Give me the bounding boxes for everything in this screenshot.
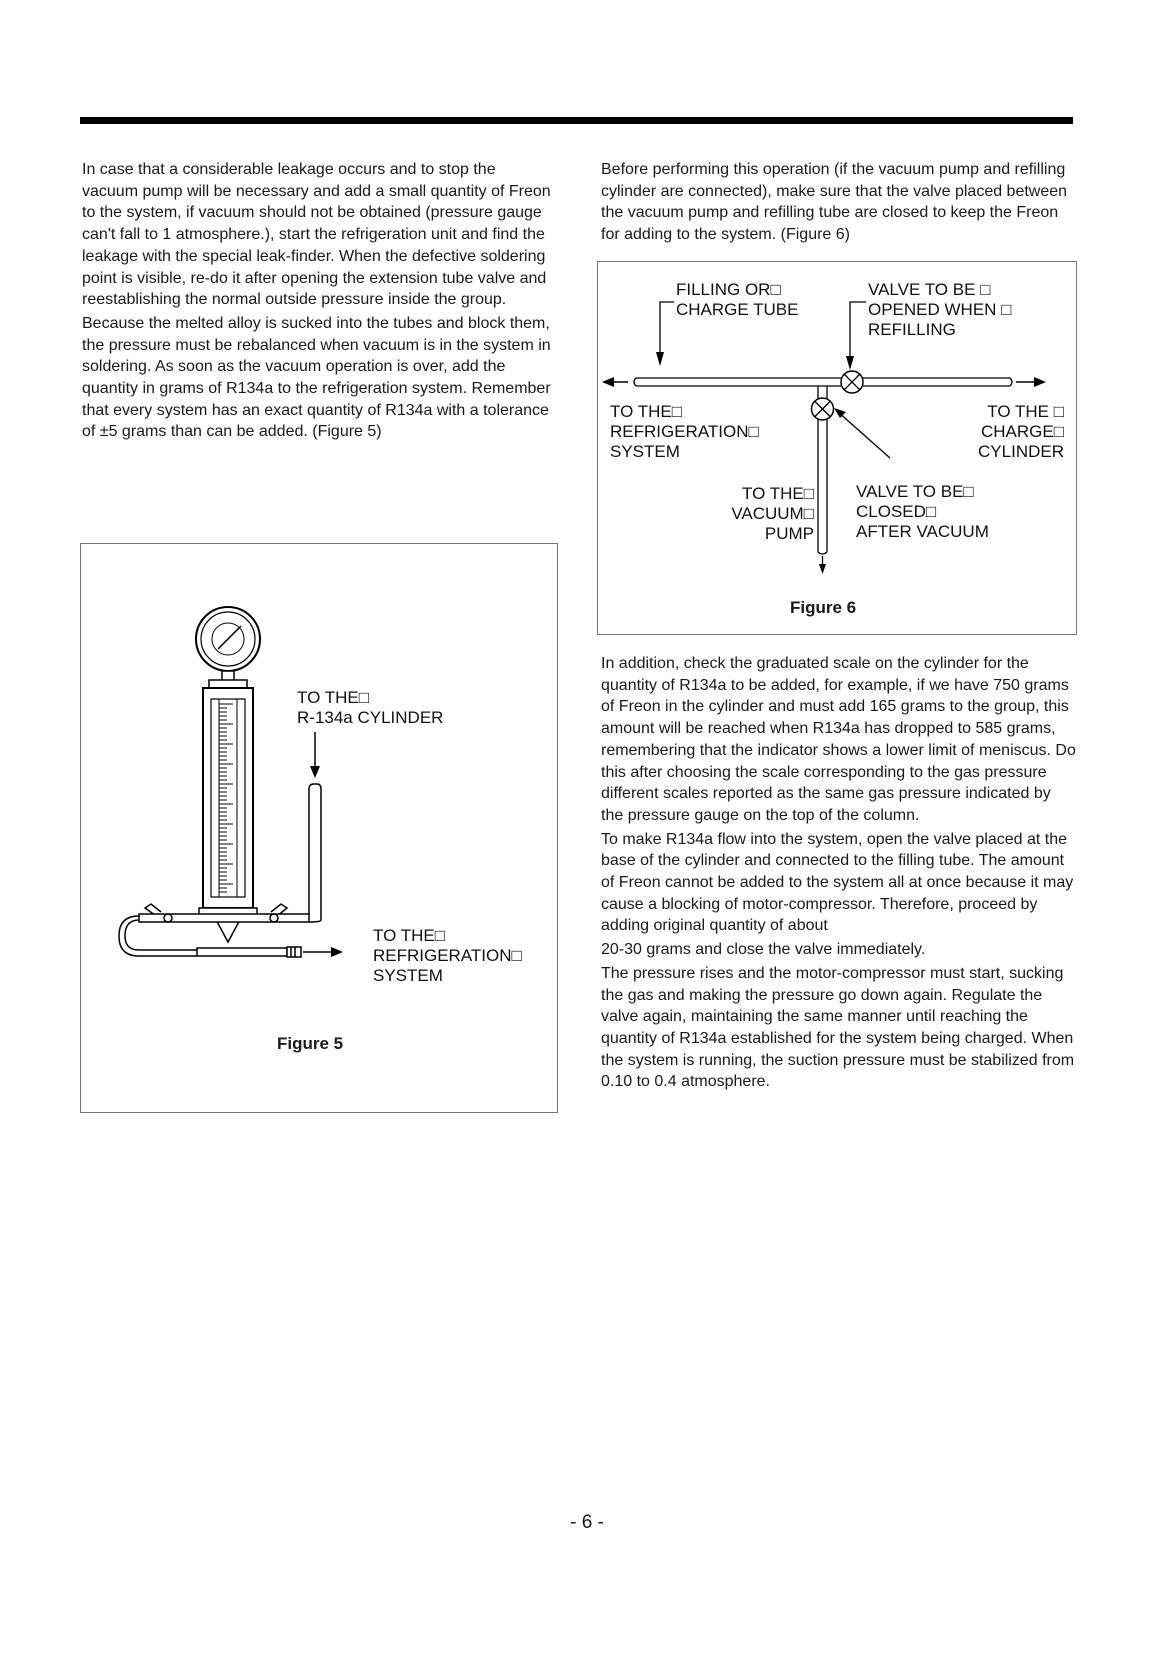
arrow-right-icon xyxy=(1016,377,1046,387)
right-paragraph-4: The pressure rises and the motor-compressor must start, sucking the gas and making the pressure go down again. Regulate the valve again, maintaining the same manner until reaching the quantity of R134a established for the system being charged. When the system is running, the suction pressure must be stabilized from 0.10 to 0.4 atmosphere. xyxy=(601,964,1075,1091)
label-valve-open-refilling: VALVE TO BE □ OPENED WHEN □ REFILLING xyxy=(868,280,1012,339)
label-to-cylinder: TO THE□ R-134a CYLINDER xyxy=(297,688,444,727)
horizontal-tube xyxy=(634,378,1012,386)
arrow-left-icon xyxy=(602,377,628,387)
valve-close-after-vacuum-icon xyxy=(812,398,834,420)
figure-5-caption: Figure 5 xyxy=(277,1034,344,1053)
arrow-to-cylinder-icon xyxy=(310,732,320,778)
top-rule xyxy=(80,117,1073,124)
figure-5 xyxy=(80,543,558,1113)
right-column-intro xyxy=(601,159,1077,248)
figure-6 xyxy=(597,261,1077,635)
pressure-gauge-icon xyxy=(196,607,260,688)
arrow-to-system-icon xyxy=(303,947,343,957)
valve-open-when-refilling-icon xyxy=(841,371,863,393)
left-column xyxy=(82,159,556,445)
figure-6-caption: Figure 6 xyxy=(790,598,857,617)
label-filling-charge-tube: FILLING OR□ CHARGE TUBE xyxy=(676,280,799,319)
label-to-refrigeration-system: TO THE□ REFRIGERATION□ SYSTEM xyxy=(610,402,759,461)
left-paragraph-1: In case that a considerable leakage occurs and to stop the vacuum pump will be necessary and add a small quantity of Freon to the system, if vacuum should not be obtained (pressure gauge can't fall to 1 atmosphere.), start the refrigeration unit and find the leakage with the special leak-finder. When the defective soldering point is visible, re-do it after opening the extension tube valve and reestablishing the normal outside pressure inside the group. xyxy=(82,161,551,309)
label-to-vacuum-pump: TO THE□ VACUUM□ PUMP xyxy=(731,484,814,543)
right-paragraph-1: In addition, check the graduated scale on the cylinder for the quantity of R134a to be added, for example, if we have 750 grams of Freon in the cylinder and must add 165 grams to the group, this amount will be reached when R134a has dropped to 585 grams, remembering that the indicator shows a lower limit of meniscus. Do this after choosing the scale corresponding to the gas pressure different scales reported as the same gas pressure indicated by the pressure gauge on the top of the column. xyxy=(601,655,1076,824)
label-valve-close-after-vacuum: VALVE TO BE□ CLOSED□ AFTER VACUUM xyxy=(856,482,989,541)
left-paragraph-2: Because the melted alloy is sucked into the tubes and block them, the pressure must be rebalanced when vacuum is in the system in soldering. As soon as the vacuum operation is over, add the quantity in grams of R134a to the refrigeration system. Remember that every system has an exact quantity of R134a with a tolerance of ±5 grams than can be added. (Figure 5) xyxy=(82,314,551,441)
page-number: - 6 - xyxy=(570,1512,604,1533)
label-to-charge-cylinder: TO THE □ CHARGE□ CYLINDER xyxy=(978,402,1064,461)
right-intro-paragraph: Before performing this operation (if the vacuum pump and refilling cylinder are connected), make sure that the valve placed between the vacuum pump and refilling tube are closed to keep the Freon for adding to the system. (Figure 6) xyxy=(601,161,1068,244)
right-paragraph-3: 20-30 grams and close the valve immediately. xyxy=(601,941,926,959)
arrow-down-icon xyxy=(819,556,826,574)
charging-cylinder-diagram xyxy=(81,544,557,1112)
label-to-refrigeration-system: TO THE□ REFRIGERATION□ SYSTEM xyxy=(373,926,522,985)
right-paragraph-2: To make R134a flow into the system, open the valve placed at the base of the cylinder and connected to the filling tube. The amount of Freon cannot be added to the system all at once because it may cause a blocking of motor-compressor. Therefore, proceed by adding original quantity of about xyxy=(601,830,1074,935)
graduated-cylinder xyxy=(199,688,257,942)
right-column-body xyxy=(601,653,1077,1095)
